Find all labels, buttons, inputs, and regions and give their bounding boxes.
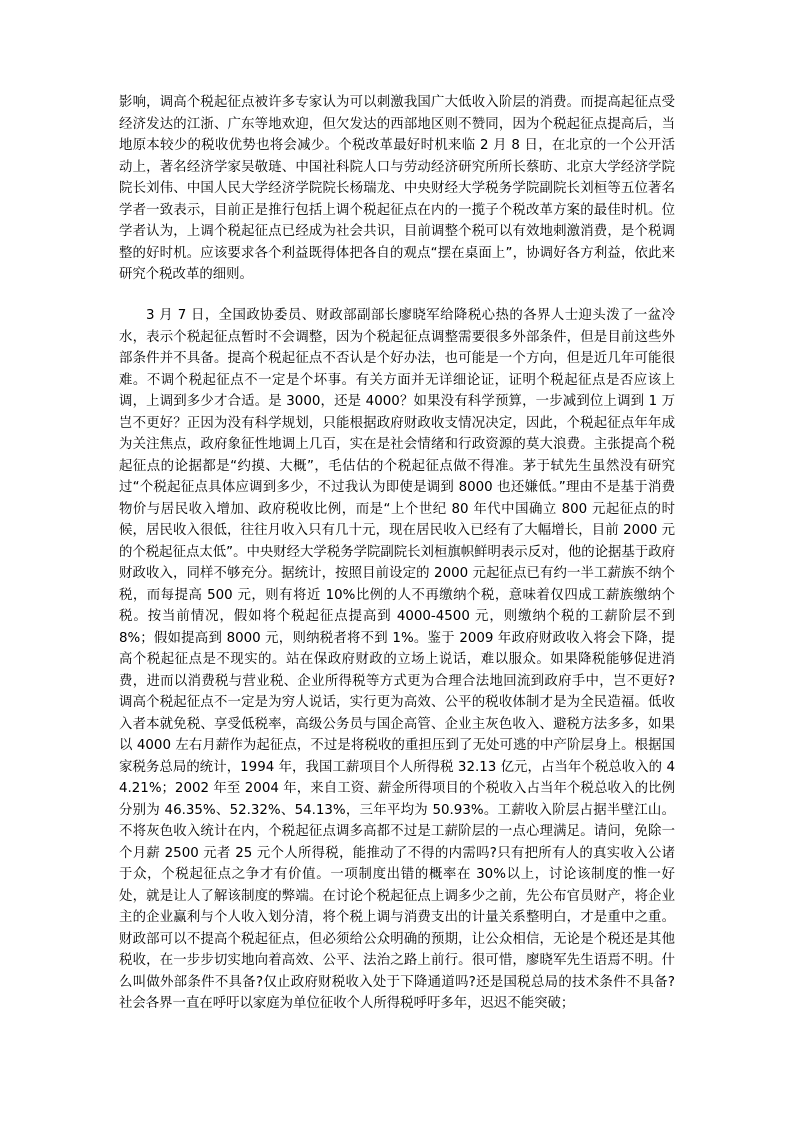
paragraph-text: 3 月 7 日，全国政协委员、财政部副部长廖晓军给降税心热的各界人士迎头泼了一盆冷水，表示个税起征点暂时不会调整，因为个税起征点调整需要很多外部条件，但是目前这些外部条件并不具备。提高个税起征点不否认是个好办法，也可能是一个方向，但是近几年可能很难。不调个税起征点不一定是个坏事。有关方面并无详细论证，证明个税起征点是否应该上调，上调到多少才合适。是 3000，还是 4000？如果没有科学预算，一步减到位上调到 1 万岂不更好？正因为没有科学规划，只能根据政府财政收支情况决定，因此，个税起征点年年成为关注焦点，政府象征性地调上几百，实在是社会情绪和行政资源的莫大浪费。主张提高个税起征点的论据都是“约摸、大概”，毛估估的个税起征点做不得准。茅于轼先生虽然没有研究过“个税起征点具体应调到多少，不过我认为即使是调到 8000 也还嫌低。”理由不是基于消费物价与居民收入增加、政府税收比例，而是“上个世纪 80 年代中国确立 800 元起征点的时候，居民收入很低，往往月收入只有几十元，现在居民收入已经有了大幅增长，目前 2000 元的个税起征点太低”。中央财经大学税务学院副院长刘桓旗帜鲜明表示反对，他的论据基于政府财政收入，同样不够充分。据统计，按照目前设定的 2000 元起征点已有约一半工薪族不纳个税，而每提高 500 元，则有将近 10%比例的人不再缴纳个税，意味着仅四成工薪族缴纳个税。按当前情况，假如将个税起征点提高到 4000-4500 元，则缴纳个税的工薪阶层不到 8%；假如提高到 8000 元，则纳税者将不到 1%。鉴于 2009 年政府财政收入将会下降，提高个税起征点是不现实的。站在保政府财政的立场上说话，难以服众。如果降税能够促进消费，进而以消费税与营业税、企业所得税等方式更为合理合法地回流到政府手中，岂不更好?调高个税起征点不一定是为穷人说话，实行更为高效、公平的税收体制才是为全民造福。低收入者本就免税、享受低税率，高级公务员与国企高管、企业主灰色收入、避税方法多多，如果以 4000 左右月薪作为起征点，不过是将税收的重担压到了无处可逃的中产阶层身上。根据国家税务总局的统计，1994 年，我国工薪项目个人所得税 32.13 亿元，占当年个税总收入的 44.21%；2002 年至 2004 年，来自工资、薪金所得项目的个税收入占当年个税总收入的比例分别为 46.35%、52.32%、54.13%，三年平均为 50.93%。工薪收入阶层占据半壁江山。不将灰色收入统计在内，个税起征点调多高都不过是工薪阶层的一点心理满足。请问，免除一个月薪 2500 元者 25 元个人所得税，能推动了不得的内需吗?只有把所有人的真实收入公诸于众，个税起征点之争才有价值。一项制度出错的概率在 30%以上，讨论该制度的惟一好处，就是让人了解该制度的弊端。在讨论个税起征点上调多少之前，先公布官员财产，将企业主的企业赢利与个人收入划分清，将个税上调与消费支出的计量关系整明白，才是重中之重。财政部可以不提高个税起征点，但必须给公众明确的预期，让公众相信，无论是个税还是其他税收，在一步步切实地向着高效、公平、法治之路上前行。很可惜，廖晓军先生语焉不明。什么叫做外部条件不具备?仅止政府财税收入处于下降通道吗?还是国税总局的技术条件不具备?社会各界一直在呼吁以家庭为单位征收个人所得税呼吁多年，迟迟不能突破；	[119, 308, 675, 1011]
body-paragraph	[119, 305, 675, 1015]
body-paragraph	[119, 92, 675, 286]
paragraph-text: 影响，调高个税起征点被许多专家认为可以刺激我国广大低收入阶层的消费。而提高起征点受经济发达的江浙、广东等地欢迎，但欠发达的西部地区则不赞同，因为个税起征点提高后，当地原本较少的税收优势也将会减少。个税改革最好时机来临 2 月 8 日，在北京的一个公开活动上，著名经济学家吴敬琏、中国社科院人口与劳动经济研究所所长蔡昉、北京大学经济学院院长刘伟、中国人民大学经济学院院长杨瑞龙、中央财经大学税务学院副院长刘桓等五位著名学者一致表示，目前正是推行包括上调个税起征点在内的一揽子个税改革方案的最佳时机。位学者认为，上调个税起征点已经成为社会共识，目前调整个税可以有效地刺激消费，是个税调整的好时机。应该要求各个利益既得体把各自的观点“摆在桌面上”，协调好各方利益，依此来研究个税改革的细则。	[119, 95, 675, 282]
